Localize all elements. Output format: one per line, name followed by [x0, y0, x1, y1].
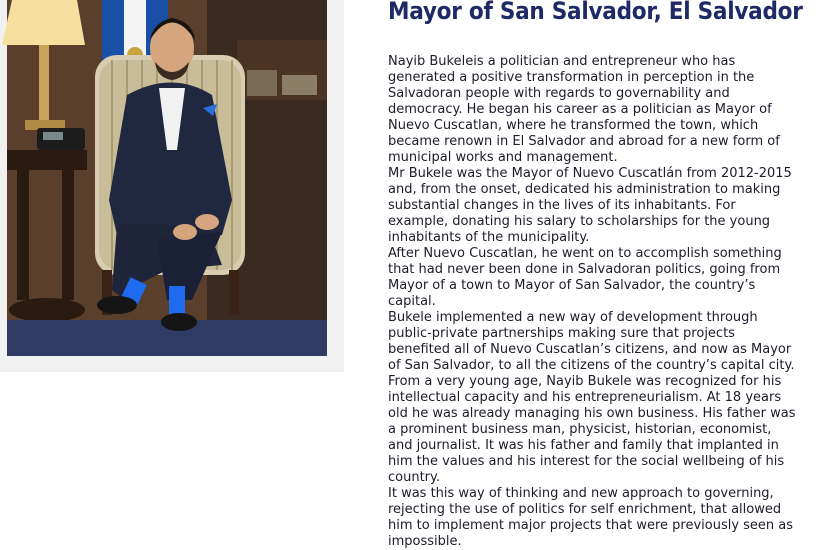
article-title: Mayor of San Salvador, El Salvador: [388, 0, 803, 25]
portrait-photo: [7, 0, 327, 356]
article-body: [388, 54, 798, 550]
portrait-illustration: [7, 0, 327, 356]
paragraph: After Nuevo Cuscatlan, he went on to accomplish something that had never been done in Salvadoran politics, going from Mayor of a town to Mayor of San Salvador, the country’s capital.: [388, 246, 782, 309]
paragraph: Nayib Bukeleis a politician and entrepreneur who has generated a positive transformation in perception in the Salvadoran people with regards to governability and democracy. He began his career as a politician as Mayor of Nuevo Cuscatlan, where he transformed the town, which became renown in El Salvador and abroad for a new form of municipal works and management.: [388, 54, 780, 165]
paragraph: It was this way of thinking and new approach to governing, rejecting the use of politics for self enrichment, that allowed him to implement major projects that were previously seen as impossible.: [388, 486, 794, 549]
paragraph: Bukele implemented a new way of development through public-private partnerships making sure that projects benefited all of Nuevo Cuscatlan’s citizens, and now as Mayor of San Salvador, to all the citizens of the country’s capital city.: [388, 310, 795, 373]
paragraph: From a very young age, Nayib Bukele was recognized for his intellectual capacity and his entrepreneurialism. At 18 years old he was already managing his own business. His father was a prominent business man, physicist, historian, economist, and journalist. It was his father and family that implanted in him the values and his interest for the social wellbeing of his country.: [388, 374, 796, 485]
photo-frame: [0, 0, 344, 372]
paragraph: Mr Bukele was the Mayor of Nuevo Cuscatlán from 2012-2015 and, from the onset, dedicated his administration to making substantial changes in the lives of its inhabitants. For example, donating his salary to scholarships for the young inhabitants of the municipality.: [388, 166, 792, 245]
